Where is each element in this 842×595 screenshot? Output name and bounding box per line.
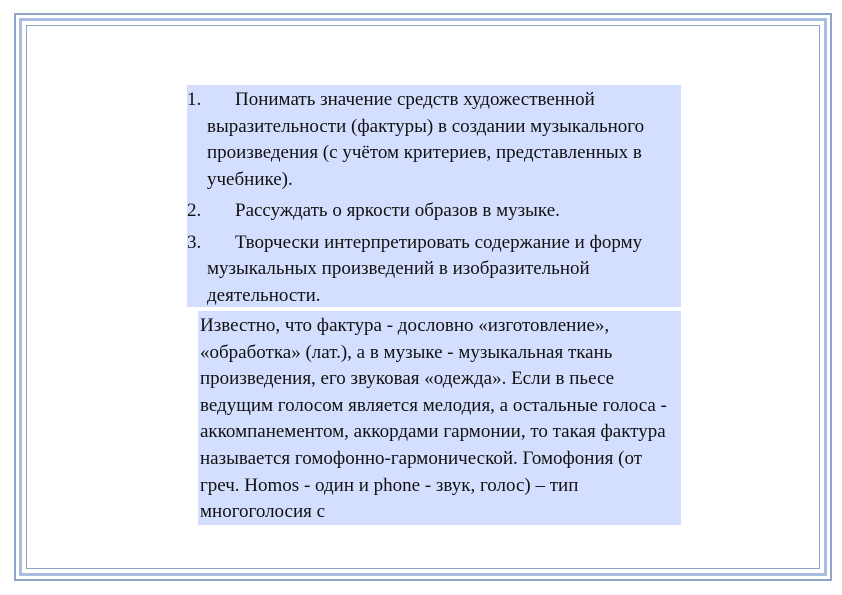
texture-paragraph-block	[198, 311, 681, 525]
texture-paragraph: Известно, что фактура - дословно «изготовление», «обработка» (лат.), а в музыке - музыкальная ткань произведения, его звуковая «одежда». Если в пьесе ведущим голосом является мелодия, а остальные голоса - аккомпанементом, аккордами гармонии, то такая фактура называется гомофонно-гармонической. Гомофония (от греч. Homos - один и phone - звук, голос) – тип многоголосия с	[200, 315, 667, 523]
objective-item	[187, 198, 681, 225]
objective-item	[187, 87, 681, 193]
objective-number: 3.	[187, 231, 202, 253]
objective-text: Понимать значение средств художественной выразительности (фактуры) в создании музыкального произведения (с учётом критериев, представленных в учебнике).	[207, 89, 645, 190]
objective-number: 1.	[187, 89, 202, 110]
objective-text: Творчески интерпретировать содержание и форму музыкальных произведений в изобразительной деятельности.	[207, 231, 643, 306]
objectives-list	[187, 87, 681, 309]
objective-number: 2.	[187, 200, 202, 221]
objective-item	[187, 230, 681, 310]
objective-text: Рассуждать о яркости образов в музыке.	[235, 200, 560, 221]
objectives-block	[187, 85, 681, 307]
